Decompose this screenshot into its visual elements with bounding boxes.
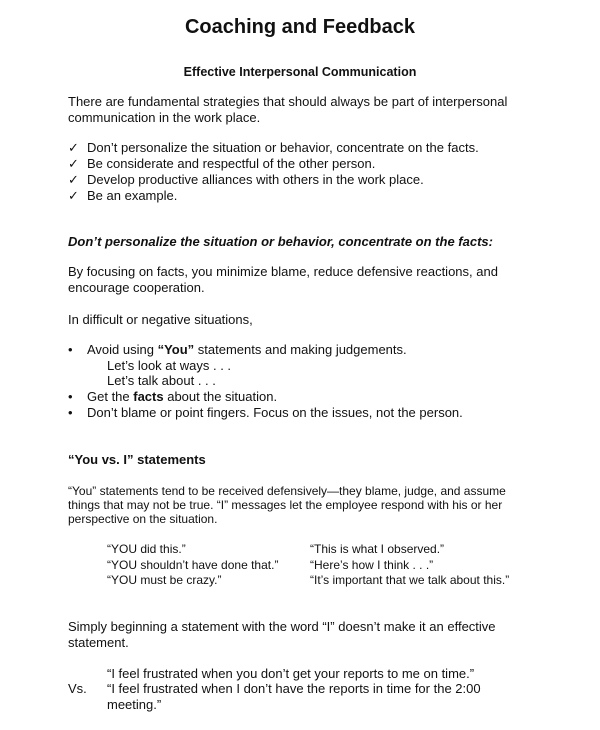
paragraph-line: statement. [68,635,129,650]
paragraph-line: things that may not be true. “I” messages let the employee respond with his or her [68,498,503,512]
text: Avoid using [87,342,158,357]
bullet-icon: • [68,405,73,420]
list-item [87,389,277,405]
i-statement: “Here’s how I think . . .” [310,558,434,572]
you-statement: “YOU shouldn’t have done that.” [107,558,279,572]
you-statement: “YOU did this.” [107,542,186,556]
text: about the situation. [163,389,278,404]
example-statement: “I feel frustrated when you don’t get your reports to me on time.” [107,666,475,681]
check-icon: ✓ [68,172,79,187]
emphasis: facts [133,389,164,404]
i-statement: “It’s important that we talk about this.” [310,573,510,587]
section-heading: Don’t personalize the situation or behavior, concentrate on the facts: [68,234,493,249]
i-statement: “This is what I observed.” [310,542,445,556]
intro-line: There are fundamental strategies that should always be part of interpersonal [68,94,508,109]
subtitle: Effective Interpersonal Communication [183,65,417,79]
list-item: Don’t blame or point fingers. Focus on the issues, not the person. [87,405,463,420]
list-item [87,342,407,358]
list-item: Be an example. [87,188,178,203]
list-item: Develop productive alliances with others in the work place. [87,172,424,187]
example-statement: “I feel frustrated when I don’t have the reports in time for the 2:00 [107,681,481,696]
example-statement: meeting.” [107,697,162,712]
paragraph-line: By focusing on facts, you minimize blame, reduce defensive reactions, and [68,264,498,279]
you-statement: “YOU must be crazy.” [107,573,222,587]
sub-item: Let’s talk about . . . [107,373,216,388]
paragraph-line: Simply beginning a statement with the word “I” doesn’t make it an effective [68,619,496,634]
bullet-icon: • [68,389,73,404]
check-icon: ✓ [68,188,79,203]
section-heading: “You vs. I” statements [68,452,206,467]
paragraph-line: In difficult or negative situations, [68,312,253,327]
intro-line: communication in the work place. [68,110,261,125]
text: statements and making judgements. [194,342,407,357]
page-title: Coaching and Feedback [184,16,416,38]
list-item: Be considerate and respectful of the other person. [87,156,376,171]
text: Get the [87,389,134,404]
list-item: Don’t personalize the situation or behavior, concentrate on the facts. [87,140,479,155]
check-icon: ✓ [68,156,79,171]
sub-item: Let’s look at ways . . . [107,358,232,373]
emphasis: “You” [157,342,195,357]
vs-label: Vs. [68,681,87,696]
check-icon: ✓ [68,140,79,155]
bullet-icon: • [68,342,73,357]
paragraph-line: encourage cooperation. [68,280,205,295]
paragraph-line: “You” statements tend to be received defensively—they blame, judge, and assume [68,484,506,498]
paragraph-line: perspective on the situation. [68,512,218,526]
